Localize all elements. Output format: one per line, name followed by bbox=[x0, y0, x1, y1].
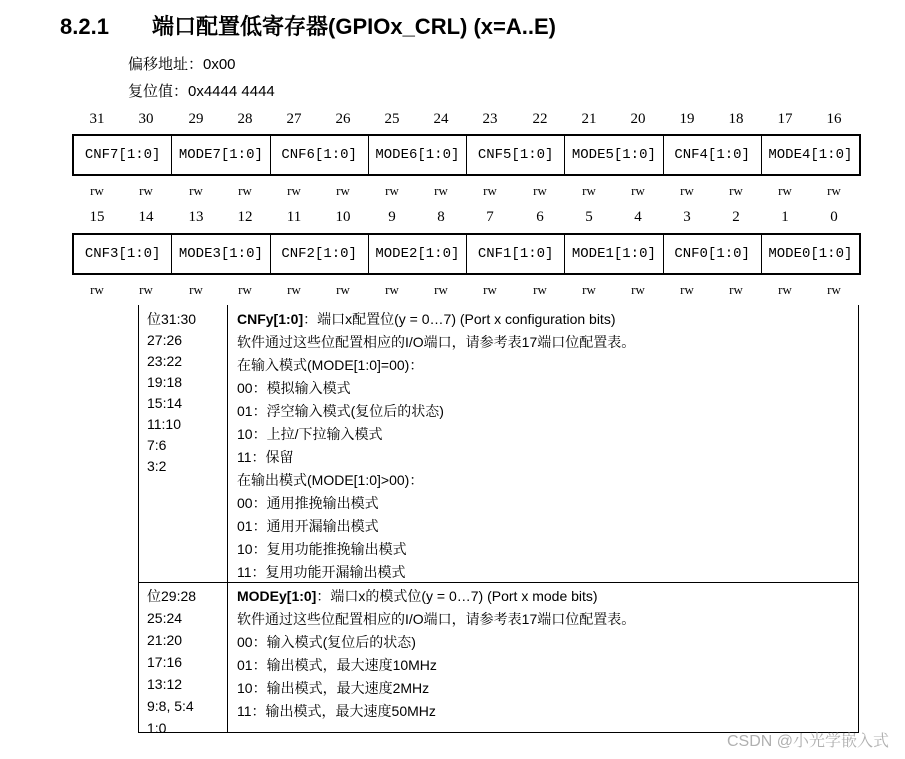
bit-number: 8 bbox=[437, 209, 445, 225]
access-type: rw bbox=[287, 282, 301, 297]
access-type: rw bbox=[90, 282, 104, 297]
field-cell: CNF1[1:0] bbox=[467, 235, 565, 273]
bit-position: 13:12 bbox=[147, 676, 183, 692]
bit-position: 19:18 bbox=[147, 374, 183, 390]
bit-number: 23 bbox=[482, 111, 498, 127]
field-cell: MODE5[1:0] bbox=[565, 136, 663, 174]
access-type: rw bbox=[778, 183, 792, 198]
register-fields-high bbox=[72, 134, 861, 176]
bit-number: 30 bbox=[138, 111, 154, 127]
access-type: rw bbox=[729, 282, 743, 297]
watermark: CSDN @小光学嵌入式 bbox=[726, 733, 889, 750]
access-type: rw bbox=[631, 282, 645, 297]
mode-title bbox=[237, 585, 858, 608]
bit-description-table bbox=[138, 305, 859, 736]
field-cell: MODE7[1:0] bbox=[172, 136, 270, 174]
cnf-description bbox=[229, 305, 858, 584]
mode-description bbox=[229, 583, 858, 723]
bit-position: 位29:28 bbox=[147, 588, 197, 604]
access-type: rw bbox=[189, 183, 203, 198]
bit-position: 位31:30 bbox=[147, 311, 197, 327]
access-type: rw bbox=[680, 282, 694, 297]
access-type: rw bbox=[189, 282, 203, 297]
access-type: rw bbox=[336, 183, 350, 198]
cnf-name: CNFy[1:0] bbox=[237, 311, 304, 327]
bit-number: 3 bbox=[683, 209, 691, 225]
bit-number: 28 bbox=[237, 111, 253, 127]
bit-numbers-low bbox=[72, 209, 859, 229]
access-type: rw bbox=[483, 282, 497, 297]
bit-position: 21:20 bbox=[147, 632, 183, 648]
access-type: rw bbox=[238, 282, 252, 297]
bit-number: 25 bbox=[384, 111, 400, 127]
bit-position: 23:22 bbox=[147, 353, 183, 369]
bit-number: 26 bbox=[335, 111, 351, 127]
field-cell: CNF2[1:0] bbox=[271, 235, 369, 273]
field-cell: CNF7[1:0] bbox=[74, 136, 172, 174]
access-type: rw bbox=[434, 183, 448, 198]
bit-numbers-high bbox=[72, 111, 859, 131]
mode-section bbox=[139, 583, 858, 736]
description-line: 10：复用功能推挽输出模式 bbox=[237, 541, 407, 557]
access-row-high bbox=[72, 183, 859, 201]
field-cell: CNF4[1:0] bbox=[664, 136, 762, 174]
field-cell: MODE3[1:0] bbox=[172, 235, 270, 273]
section-title: 端口配置低寄存器(GPIOx_CRL) (x=A..E) bbox=[152, 14, 556, 39]
field-cell: MODE0[1:0] bbox=[768, 246, 853, 262]
bit-number: 4 bbox=[634, 209, 642, 225]
reset-value: 复位值：0x4444 4444 bbox=[128, 83, 275, 100]
access-type: rw bbox=[533, 282, 547, 297]
access-type: rw bbox=[483, 183, 497, 198]
bit-number: 2 bbox=[732, 209, 740, 225]
bit-number: 15 bbox=[89, 209, 105, 225]
bit-number: 16 bbox=[826, 111, 842, 127]
bit-position: 7:6 bbox=[147, 437, 167, 453]
field-cell: MODE2[1:0] bbox=[369, 235, 467, 273]
description-line: 01：通用开漏输出模式 bbox=[237, 518, 379, 534]
bit-number: 29 bbox=[188, 111, 204, 127]
description-line: 软件通过这些位配置相应的I/O端口，请参考表17端口位配置表。 bbox=[237, 334, 636, 350]
description-line: 在输入模式(MODE[1:0]=00)： bbox=[237, 357, 424, 373]
bit-number: 21 bbox=[581, 111, 597, 127]
description-line: 11：复用功能开漏输出模式 bbox=[237, 564, 406, 580]
description-line: 11：输出模式，最大速度50MHz bbox=[237, 703, 436, 719]
field-cell: CNF6[1:0] bbox=[271, 136, 369, 174]
access-type: rw bbox=[90, 183, 104, 198]
bit-position: 11:10 bbox=[147, 416, 181, 432]
description-line: 在输出模式(MODE[1:0]>00)： bbox=[237, 472, 424, 488]
field-cell: CNF5[1:0] bbox=[467, 136, 565, 174]
bit-number: 24 bbox=[433, 111, 449, 127]
access-type: rw bbox=[385, 183, 399, 198]
field-cell: CNF0[1:0] bbox=[664, 235, 762, 273]
description-line: 00：输入模式(复位后的状态) bbox=[237, 634, 416, 650]
offset-address: 偏移地址：0x00 bbox=[128, 56, 236, 73]
description-line: 00：通用推挽输出模式 bbox=[237, 495, 379, 511]
bit-position: 25:24 bbox=[147, 610, 183, 626]
access-type: rw bbox=[631, 183, 645, 198]
cnf-title bbox=[237, 308, 858, 331]
bit-number: 20 bbox=[630, 111, 646, 127]
access-type: rw bbox=[336, 282, 350, 297]
field-cell: MODE1[1:0] bbox=[565, 235, 663, 273]
bit-position: 9:8, 5:4 bbox=[147, 698, 194, 714]
bit-number: 18 bbox=[728, 111, 744, 127]
access-type: rw bbox=[827, 282, 841, 297]
access-row-low bbox=[72, 282, 859, 300]
description-line: 10：输出模式，最大速度2MHz bbox=[237, 680, 430, 696]
bit-number: 12 bbox=[237, 209, 253, 225]
access-type: rw bbox=[434, 282, 448, 297]
register-fields-low bbox=[72, 233, 861, 275]
bit-position: 15:14 bbox=[147, 395, 183, 411]
access-type: rw bbox=[139, 282, 153, 297]
bit-number: 6 bbox=[536, 209, 544, 225]
section-number: 8.2.1 bbox=[60, 14, 109, 39]
cnf-bit-positions bbox=[139, 305, 228, 582]
section-heading bbox=[60, 10, 556, 41]
access-type: rw bbox=[778, 282, 792, 297]
mode-title-text: ：端口x的模式位(y = 0…7) (Port x mode bits) bbox=[316, 588, 598, 604]
field-cell: MODE6[1:0] bbox=[369, 136, 467, 174]
access-type: rw bbox=[582, 282, 596, 297]
access-type: rw bbox=[827, 183, 841, 198]
access-type: rw bbox=[729, 183, 743, 198]
bit-number: 22 bbox=[532, 111, 548, 127]
description-line: 10：上拉/下拉输入模式 bbox=[237, 426, 383, 442]
bit-number: 5 bbox=[585, 209, 593, 225]
access-type: rw bbox=[533, 183, 547, 198]
bit-number: 31 bbox=[89, 111, 105, 127]
cnf-section bbox=[139, 305, 858, 583]
description-line: 00：模拟输入模式 bbox=[237, 380, 351, 396]
cnf-title-text: ：端口x配置位(y = 0…7) (Port x configuration bits) bbox=[303, 311, 616, 327]
bit-number: 1 bbox=[781, 209, 789, 225]
access-type: rw bbox=[582, 183, 596, 198]
access-type: rw bbox=[287, 183, 301, 198]
bit-number: 11 bbox=[286, 209, 302, 225]
description-line: 11：保留 bbox=[237, 449, 294, 465]
mode-name: MODEy[1:0] bbox=[237, 588, 317, 604]
access-type: rw bbox=[385, 282, 399, 297]
bit-position: 1:0 bbox=[147, 720, 167, 736]
access-type: rw bbox=[680, 183, 694, 198]
bit-number: 27 bbox=[286, 111, 302, 127]
bit-position: 17:16 bbox=[147, 654, 183, 670]
description-line: 01：浮空输入模式(复位后的状态) bbox=[237, 403, 444, 419]
description-line: 软件通过这些位配置相应的I/O端口，请参考表17端口位配置表。 bbox=[237, 611, 636, 627]
field-cell: CNF3[1:0] bbox=[74, 235, 172, 273]
bit-position: 3:2 bbox=[147, 458, 167, 474]
description-line: 01：输出模式，最大速度10MHz bbox=[237, 657, 437, 673]
field-cell: MODE4[1:0] bbox=[768, 147, 853, 163]
bit-number: 0 bbox=[830, 209, 838, 225]
bit-number: 10 bbox=[335, 209, 351, 225]
bit-position: 27:26 bbox=[147, 332, 183, 348]
mode-bit-positions bbox=[139, 583, 228, 736]
access-type: rw bbox=[139, 183, 153, 198]
bit-number: 7 bbox=[486, 209, 494, 225]
bit-number: 13 bbox=[188, 209, 204, 225]
bit-number: 19 bbox=[679, 111, 695, 127]
access-type: rw bbox=[238, 183, 252, 198]
bit-number: 17 bbox=[777, 111, 793, 127]
bit-number: 14 bbox=[138, 209, 154, 225]
bit-number: 9 bbox=[388, 209, 396, 225]
